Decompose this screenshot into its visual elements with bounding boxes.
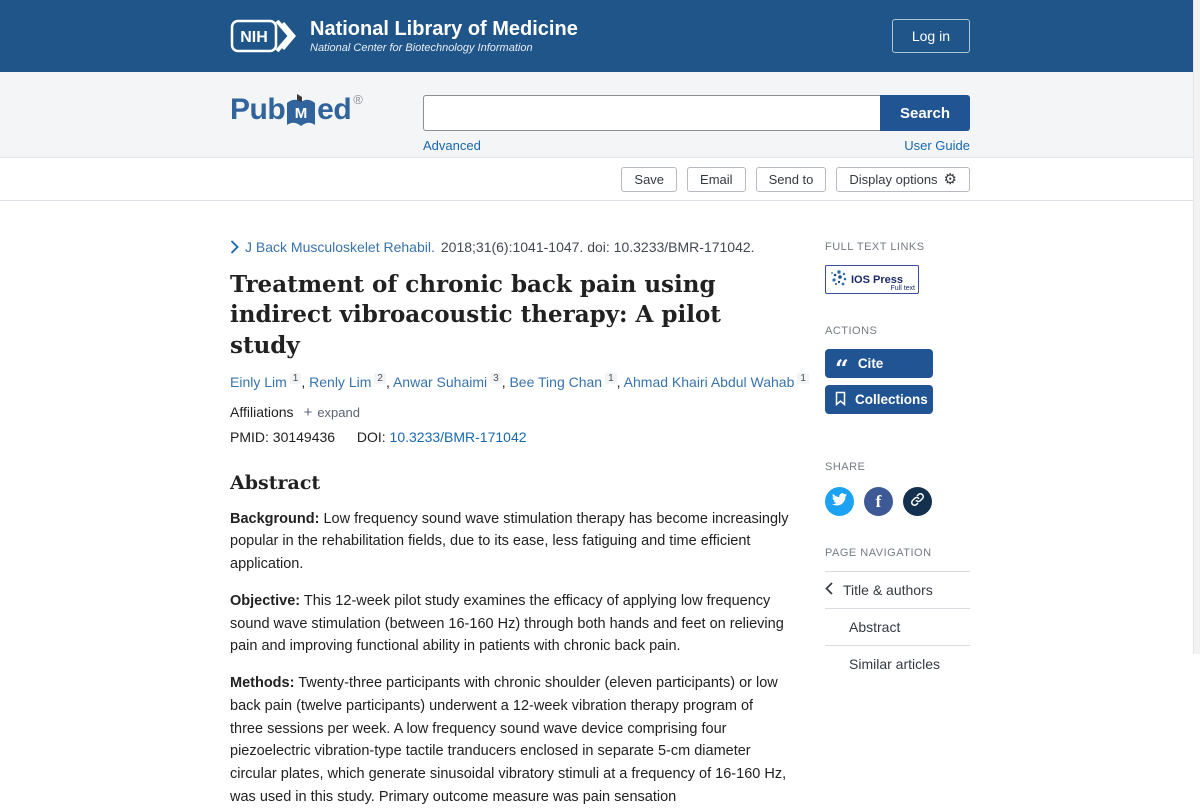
search-button[interactable]: Search <box>880 95 970 131</box>
permalink-share-button[interactable] <box>903 487 932 516</box>
author-link[interactable]: Ahmad Khairi Abdul Wahab $^1$ <box>624 374 809 390</box>
login-button[interactable]: Log in <box>892 19 970 53</box>
doi-label: DOI: <box>356 428 386 445</box>
affiliation-superscript: 1 <box>290 373 302 384</box>
registered-mark: ® <box>353 92 363 107</box>
affiliation-superscript: 3 <box>490 373 502 384</box>
svg-text:M: M <box>294 105 308 122</box>
ios-press-full-text-link[interactable] <box>825 265 919 294</box>
gear-icon: ⚙ <box>943 170 957 188</box>
affiliation-superscript: 2 <box>374 373 386 384</box>
chevron-right-icon <box>230 240 239 254</box>
display-options-button[interactable]: Display options ⚙ <box>836 167 970 192</box>
nlm-title: National Library of Medicine <box>310 18 578 40</box>
cite-button[interactable]: “ Cite <box>825 349 933 378</box>
author-link[interactable]: Bee Ting Chan $^1$ , <box>509 374 623 390</box>
citation-line <box>230 239 790 255</box>
save-button[interactable]: Save <box>621 167 677 192</box>
pmid-value: 30149436 <box>272 428 336 445</box>
twitter-icon <box>832 493 847 511</box>
affiliations-label: Affiliations <box>230 404 294 421</box>
citation-detail: 2018;31(6):1041-1047. doi: 10.3233/BMR-171042. <box>440 239 755 255</box>
ios-press-label: IOS Press <box>851 273 903 286</box>
pubmed-logo[interactable] <box>230 93 363 131</box>
expand-affiliations-button[interactable]: + expand <box>303 403 360 421</box>
svg-text:NIH: NIH <box>240 29 268 46</box>
article-main <box>230 201 806 809</box>
article-toolbar <box>0 158 1200 201</box>
identifiers-row <box>230 429 790 445</box>
nih-header-bar <box>0 0 1200 72</box>
pubmed-logo-ed: ed <box>317 93 352 126</box>
doi-link[interactable]: 10.3233/BMR-171042 <box>389 428 527 445</box>
pubmed-book-icon <box>283 93 319 131</box>
share-label: SHARE <box>825 461 866 473</box>
collections-button[interactable]: Collections <box>825 385 933 414</box>
user-guide-link[interactable]: User Guide <box>904 138 970 153</box>
page-scrollbar[interactable] <box>1193 0 1200 654</box>
facebook-icon: f <box>875 491 882 511</box>
actions-label: ACTIONS <box>825 325 878 337</box>
bookmark-icon <box>835 391 846 409</box>
search-section <box>0 72 1200 158</box>
author-link[interactable]: Renly Lim $^2$ , <box>309 374 393 390</box>
abstract-paragraph-methods: Methods: Twenty-three participants with chronic shoulder (eleven participants) or low back pain (twelve participants) underwent a 12-week vibration therapy program of three sessions per week. A low frequency sound wave device comprising four piezoelectric vibration-type tactile tranducers enclosed in separate 5-cm diameter circular plates, which generate sinusoidal vibratory stimuli at a frequency of 16-160 Hz, was used in this study. Primary outcome measure was pain sensation <box>230 675 787 805</box>
ncbi-subtitle: National Center for Biotechnology Information <box>310 42 533 54</box>
abstract-paragraph-objective: Objective: This 12-week pilot study examines the efficacy of applying low frequency sound wave stimulation (between 16-160 Hz) through both hands and feet on relieving pain and improving functional ability in patients with chronic back pain. <box>230 592 784 655</box>
advanced-search-link[interactable]: Advanced <box>423 138 481 153</box>
facebook-share-button[interactable] <box>864 487 893 516</box>
author-link[interactable]: Anwar Suhaimi $^3$ , <box>393 374 510 390</box>
nav-item-title-authors[interactable]: Title & authors <box>825 571 970 608</box>
article-sidebar <box>825 201 970 809</box>
search-input[interactable] <box>423 95 880 131</box>
article-title: Treatment of chronic back pain using indirect vibroacoustic therapy: A pilot study <box>230 271 721 359</box>
plus-icon: + <box>303 403 313 421</box>
page-navigation-label: PAGE NAVIGATION <box>825 547 932 559</box>
pmid-label: PMID: <box>230 428 269 445</box>
send-to-button[interactable]: Send to <box>756 167 827 192</box>
pubmed-logo-pub: Pub <box>230 93 286 126</box>
abstract-heading: Abstract <box>230 471 321 494</box>
author-list <box>230 373 806 390</box>
full-text-links-label: FULL TEXT LINKS <box>825 241 925 253</box>
abstract-paragraph-background: Background: Low frequency sound wave stimulation therapy has become increasingly popular in the rehabilitation fields, due to its ease, less fatiguing and time efficient application. <box>230 510 789 573</box>
nav-item-similar-articles[interactable]: Similar articles <box>825 645 970 682</box>
nlm-logo[interactable] <box>230 17 578 55</box>
journal-link[interactable]: J Back Musculoskelet Rehabil. <box>245 239 435 255</box>
affiliation-superscript: 1 <box>797 373 809 384</box>
affiliation-superscript: 1 <box>605 373 617 384</box>
nav-item-abstract[interactable]: Abstract <box>825 608 970 645</box>
ios-press-fulltext-label: Full text <box>890 285 915 292</box>
twitter-share-button[interactable] <box>825 487 854 516</box>
author-link[interactable]: Einly Lim $^1$ , <box>230 374 309 390</box>
link-icon <box>910 492 925 512</box>
nih-logo-icon <box>230 17 298 55</box>
email-button[interactable]: Email <box>687 167 746 192</box>
chevron-left-icon <box>825 582 833 598</box>
ios-press-dots-icon <box>830 268 849 292</box>
